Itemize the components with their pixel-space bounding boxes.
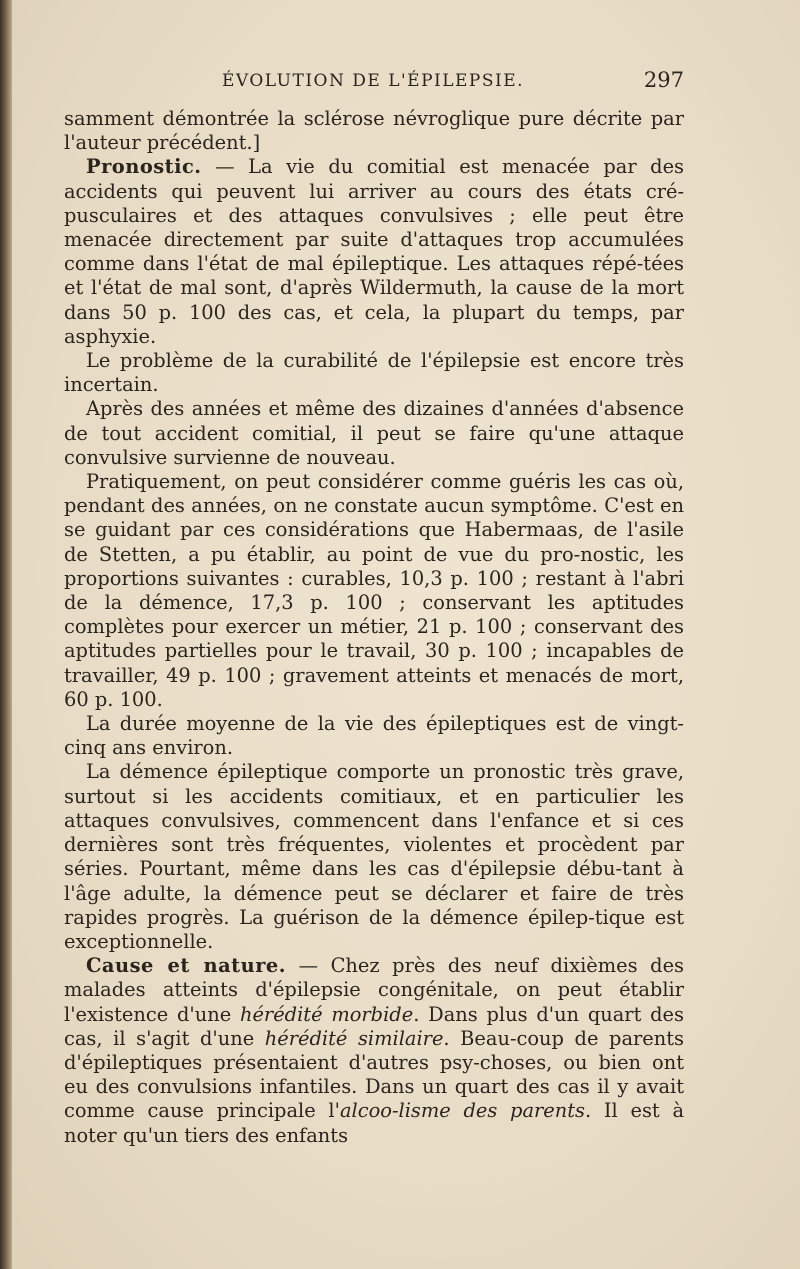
paragraph-text: La durée moyenne de la vie des épileptiques est de vingt-cinq ans environ. — [64, 712, 684, 760]
paragraph-continuation — [64, 107, 684, 155]
running-title: ÉVOLUTION DE L'ÉPILEPSIE. — [221, 71, 525, 91]
italic-term: hérédité morbide — [239, 1002, 414, 1026]
paragraph-text: Pratiquement, on peut considérer comme guéris les cas où, pendant des années, on ne constate aucun symptôme. C'est en se guidant par ces considérations que Habermaas, de l'asile de Stetten, a pu établir, au point de vue du pro-nostic, les proportions suivantes : curables, 10,3 p. 100 ; restant à l'abri de la démence, 17,3 p. 100 ; conservant les aptitudes complètes pour exercer un métier, 21 p. 100 ; conservant des aptitudes partielles pour le travail, 30 p. 100 ; incapables de travailler, 49 p. 100 ; gravement atteints et menacés de mort, 60 p. 100. — [64, 470, 684, 711]
paragraph-text: Après des années et même des dizaines d'années d'absence de tout accident comitial, il peut se faire qu'une attaque convulsive survienne de nouveau. — [64, 397, 684, 469]
paragraph-pronostic — [64, 155, 684, 349]
paragraph-demence — [64, 760, 684, 954]
paragraph-cause-nature — [64, 954, 684, 1148]
page-header — [62, 68, 684, 98]
paragraph-text: La démence épileptique comporte un pronostic très grave, surtout si les accidents comitiaux, et en particulier les attaques convulsives, commencent dans l'enfance et si ces dernières sont très fréquentes, violentes et procèdent par séries. Pourtant, même dans les cas d'épilepsie débu-tant à l'âge adulte, la démence peut se déclarer et faire de très rapides progrès. La guérison de la démence épilep-tique est exceptionnelle. — [64, 760, 684, 953]
paragraph-text: Le problème de la curabilité de l'épilepsie est encore très incertain. — [64, 349, 684, 397]
italic-term: alcoo-lisme des parents — [339, 1099, 585, 1123]
paragraph-text: samment démontrée la sclérose névroglique pure décrite par l'auteur précédent.] — [64, 107, 684, 155]
paragraph-duree — [64, 712, 684, 760]
paragraph-text: — La vie du comitial est menacée par des accidents qui peuvent lui arriver au cours des états cré-pusculaires et des attaques convulsives ; elle peut être menacée directement par suite d'attaques trop accumulées comme dans l'état de mal épileptique. Les attaques répé-tées et l'état de mal sont, d'après Wildermuth, la cause de la mort dans 50 p. 100 des cas, et cela, la plupart du temps, par asphyxie. — [64, 155, 684, 348]
paragraph-curabilite — [64, 349, 684, 397]
paragraph-habermaas — [64, 470, 684, 712]
paragraph-text: — Chez près des neuf dixièmes des malades atteints d'épilepsie congénitale, on peut établir l'existence d'une — [64, 954, 684, 1026]
book-spine-shadow — [0, 0, 12, 1269]
page-number: 297 — [643, 68, 684, 92]
section-heading-cause-nature: Cause et nature. — [86, 954, 287, 978]
paragraph-text: . Dans plus d'un quart des cas, il s'agit d'une — [64, 1002, 684, 1050]
paragraph-text: . Il est à noter qu'un tiers des enfants — [64, 1099, 685, 1147]
body-text — [64, 107, 684, 1148]
paragraph-rechute — [64, 397, 684, 470]
paragraph-text: . Beau-coup de parents d'épileptiques présentaient d'autres psy-choses, ou bien ont eu des convulsions infantiles. Dans un quart des cas il y avait comme cause principale l' — [64, 1026, 684, 1123]
italic-term: hérédité similaire — [264, 1026, 444, 1050]
section-heading-pronostic: Pronostic. — [86, 155, 202, 179]
